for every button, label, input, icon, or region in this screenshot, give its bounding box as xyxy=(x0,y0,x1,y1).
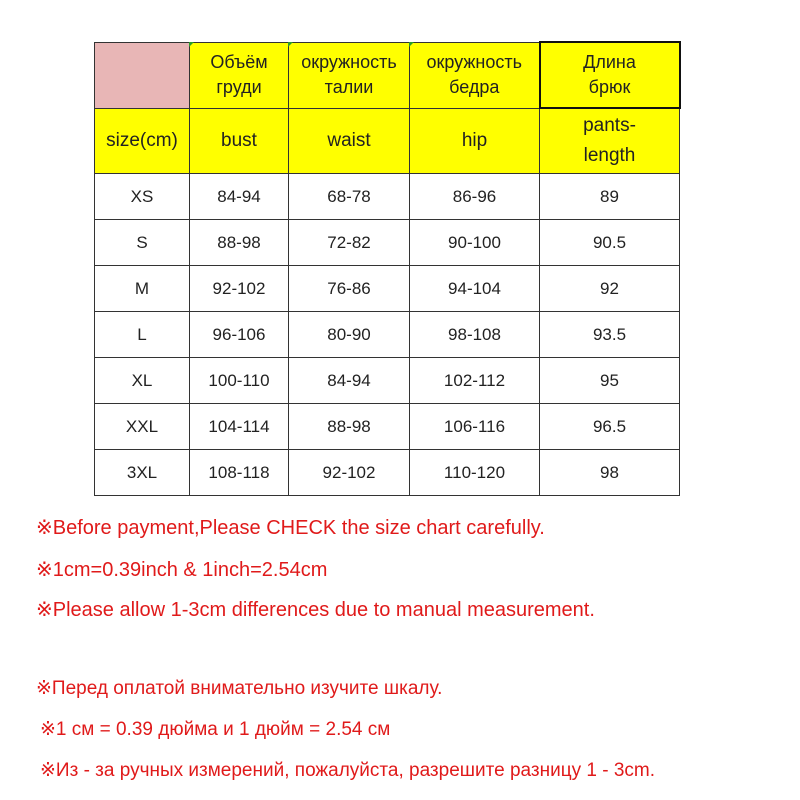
cell-size: XXL xyxy=(95,404,190,450)
header-en-size: size(cm) xyxy=(95,108,190,174)
cell-marker-icon xyxy=(409,42,414,47)
cell-pants-length: 96.5 xyxy=(540,404,680,450)
size-chart-table xyxy=(94,41,681,496)
cell-waist: 84-94 xyxy=(289,358,410,404)
cell-size: L xyxy=(95,312,190,358)
russian-header-row xyxy=(95,42,680,108)
cell-waist: 68-78 xyxy=(289,174,410,220)
note-unit-conversion: ※1cm=0.39inch & 1inch=2.54cm xyxy=(36,559,328,581)
header-en-bust: bust xyxy=(190,108,289,174)
size-rows xyxy=(95,174,680,496)
cell-waist: 76-86 xyxy=(289,266,410,312)
cell-pants-length: 89 xyxy=(540,174,680,220)
cell-bust: 104-114 xyxy=(190,404,289,450)
cell-bust: 92-102 xyxy=(190,266,289,312)
cell-bust: 96-106 xyxy=(190,312,289,358)
cell-waist: 80-90 xyxy=(289,312,410,358)
cell-pants-length: 93.5 xyxy=(540,312,680,358)
header-ru-waist: окружность талии xyxy=(289,42,410,108)
cell-hip: 90-100 xyxy=(410,220,540,266)
english-header-row xyxy=(95,108,680,174)
cell-pants-length: 95 xyxy=(540,358,680,404)
cell-pants-length: 92 xyxy=(540,266,680,312)
header-ru-pants-length: Длина брюк xyxy=(540,42,680,108)
cell-size: M xyxy=(95,266,190,312)
table-row xyxy=(95,174,680,220)
cell-hip: 110-120 xyxy=(410,450,540,496)
cell-marker-icon xyxy=(288,42,293,47)
note-check-size-chart: ※Before payment,Please CHECK the size chart carefully. xyxy=(36,517,545,539)
table-row xyxy=(95,404,680,450)
cell-size: 3XL xyxy=(95,450,190,496)
cell-size: XS xyxy=(95,174,190,220)
table-row xyxy=(95,220,680,266)
cell-hip: 106-116 xyxy=(410,404,540,450)
cell-pants-length: 98 xyxy=(540,450,680,496)
cell-bust: 108-118 xyxy=(190,450,289,496)
cell-size: S xyxy=(95,220,190,266)
cell-hip: 86-96 xyxy=(410,174,540,220)
cell-waist: 88-98 xyxy=(289,404,410,450)
cell-bust: 100-110 xyxy=(190,358,289,404)
header-ru-bust: Объём груди xyxy=(190,42,289,108)
note-unit-conversion-ru: ※1 см = 0.39 дюйма и 1 дюйм = 2.54 см xyxy=(40,719,391,740)
note-check-size-chart-ru: ※Перед оплатой внимательно изучите шкалу. xyxy=(36,678,443,699)
header-ru-hip: окружность бедра xyxy=(410,42,540,108)
corner-cell xyxy=(95,42,190,108)
cell-waist: 92-102 xyxy=(289,450,410,496)
table-row xyxy=(95,450,680,496)
note-measurement-difference: ※Please allow 1-3cm differences due to manual measurement. xyxy=(36,599,595,621)
cell-hip: 102-112 xyxy=(410,358,540,404)
table-row xyxy=(95,312,680,358)
header-en-hip: hip xyxy=(410,108,540,174)
cell-waist: 72-82 xyxy=(289,220,410,266)
cell-hip: 98-108 xyxy=(410,312,540,358)
table-row xyxy=(95,266,680,312)
cell-hip: 94-104 xyxy=(410,266,540,312)
cell-marker-icon xyxy=(189,42,194,47)
cell-bust: 84-94 xyxy=(190,174,289,220)
cell-bust: 88-98 xyxy=(190,220,289,266)
note-measurement-difference-ru: ※Из - за ручных измерений, пожалуйста, разрешите разницу 1 - 3cm. xyxy=(40,760,655,781)
cell-pants-length: 90.5 xyxy=(540,220,680,266)
header-en-pants-length: pants- length xyxy=(540,108,680,174)
table-row xyxy=(95,358,680,404)
cell-size: XL xyxy=(95,358,190,404)
header-en-waist: waist xyxy=(289,108,410,174)
